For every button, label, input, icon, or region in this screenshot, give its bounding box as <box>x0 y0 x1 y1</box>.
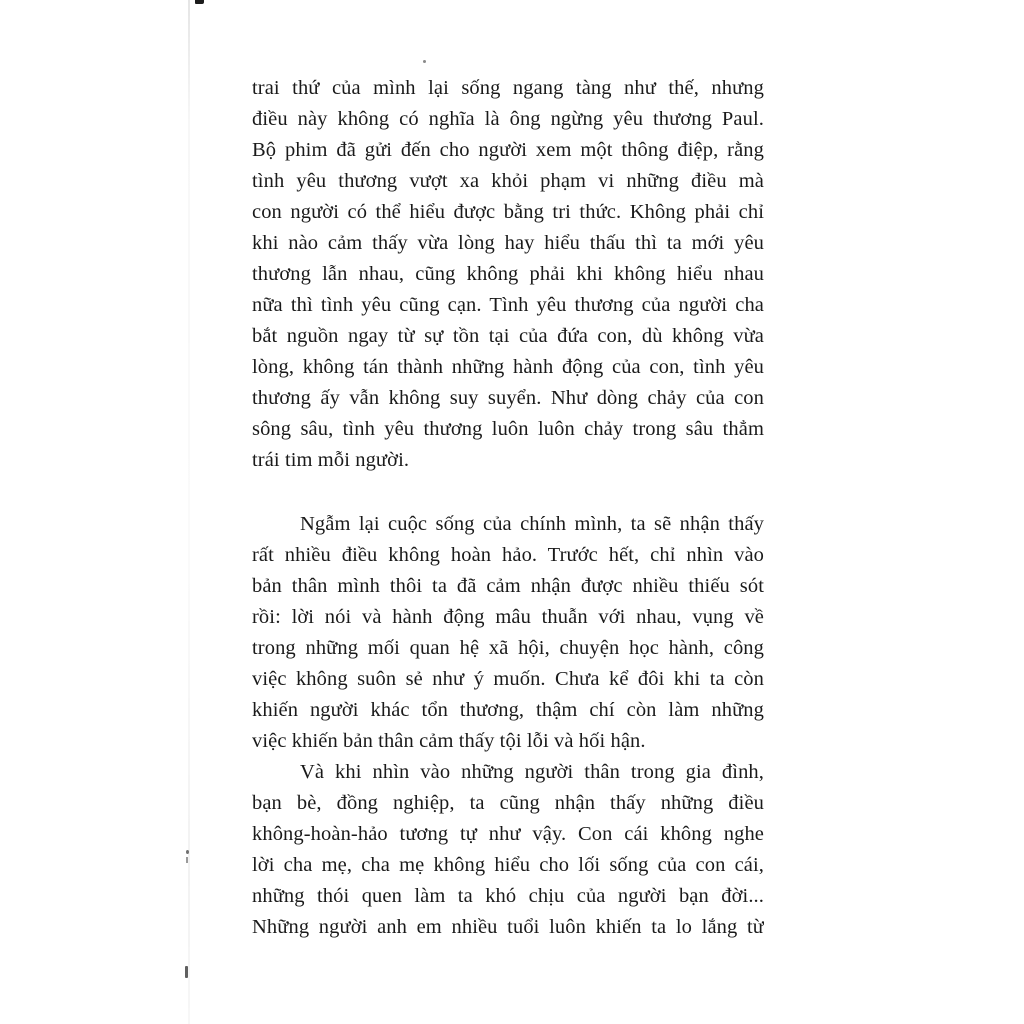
text-line: việc không suôn sẻ như ý muốn. Chưa kể đôi khi ta còn <box>252 668 764 690</box>
text-line: lời cha mẹ, cha mẹ không hiểu cho lối sống của con cái, <box>252 854 764 876</box>
text-line: thương lẫn nhau, cũng không phải khi không hiểu nhau <box>252 263 764 285</box>
scan-artifact-ink-dot <box>423 60 426 63</box>
text-line: việc khiến bản thân cảm thấy tội lỗi và hối hận. <box>252 730 646 752</box>
text-line: Những người anh em nhiều tuổi luôn khiến ta lo lắng từ <box>252 916 764 938</box>
text-line: Và khi nhìn vào những người thân trong gia đình, <box>300 761 764 783</box>
text-line: sông sâu, tình yêu thương luôn luôn chảy trong sâu thẳm <box>252 418 764 440</box>
paragraph <box>252 73 764 476</box>
text-line: Ngẫm lại cuộc sống của chính mình, ta sẽ nhận thấy <box>300 513 764 535</box>
text-line: trong những mối quan hệ xã hội, chuyện học hành, công <box>252 637 764 659</box>
text-line: không-hoàn-hảo tương tự như vậy. Con cái không nghe <box>252 823 764 845</box>
text-line: Bộ phim đã gửi đến cho người xem một thông điệp, rằng <box>252 139 764 161</box>
text-line: nữa thì tình yêu cũng cạn. Tình yêu thương của người cha <box>252 294 764 316</box>
scan-artifact-margin-speck <box>186 850 189 854</box>
paragraph <box>252 757 764 943</box>
text-line: những thói quen làm ta khó chịu của người bạn đời... <box>252 885 764 907</box>
text-line: con người có thể hiểu được bằng tri thức. Không phải chỉ <box>252 201 764 223</box>
text-line: rồi: lời nói và hành động mâu thuẫn với nhau, vụng về <box>252 606 764 628</box>
text-line: rất nhiều điều không hoàn hảo. Trước hết, chỉ nhìn vào <box>252 544 764 566</box>
text-line: khi nào cảm thấy vừa lòng hay hiểu thấu thì ta mới yêu <box>252 232 764 254</box>
page-gutter-crease <box>188 0 190 1024</box>
text-line: trái tim mỗi người. <box>252 449 410 471</box>
text-line: tình yêu thương vượt xa khỏi phạm vi những điều mà <box>252 170 764 192</box>
text-line: khiến người khác tổn thương, thậm chí còn làm những <box>252 699 764 721</box>
text-line: bản thân mình thôi ta đã cảm nhận được nhiều thiếu sót <box>252 575 764 597</box>
text-line: bạn bè, đồng nghiệp, ta cũng nhận thấy những điều <box>252 792 764 814</box>
text-line: trai thứ của mình lại sống ngang tàng như thế, nhưng <box>252 77 764 99</box>
scan-artifact-margin-tick <box>185 966 188 978</box>
scan-artifact-margin-speck <box>186 857 188 863</box>
page-text <box>252 73 764 943</box>
text-line: bắt nguồn ngay từ sự tồn tại của đứa con, dù không vừa <box>252 325 764 347</box>
text-line: lòng, không tán thành những hành động của con, tình yêu <box>252 356 764 378</box>
paragraph <box>252 509 764 757</box>
text-line: thương ấy vẫn không suy suyển. Như dòng chảy của con <box>252 387 764 409</box>
scan-artifact-top-mark <box>195 0 204 4</box>
text-line: điều này không có nghĩa là ông ngừng yêu thương Paul. <box>252 108 764 130</box>
